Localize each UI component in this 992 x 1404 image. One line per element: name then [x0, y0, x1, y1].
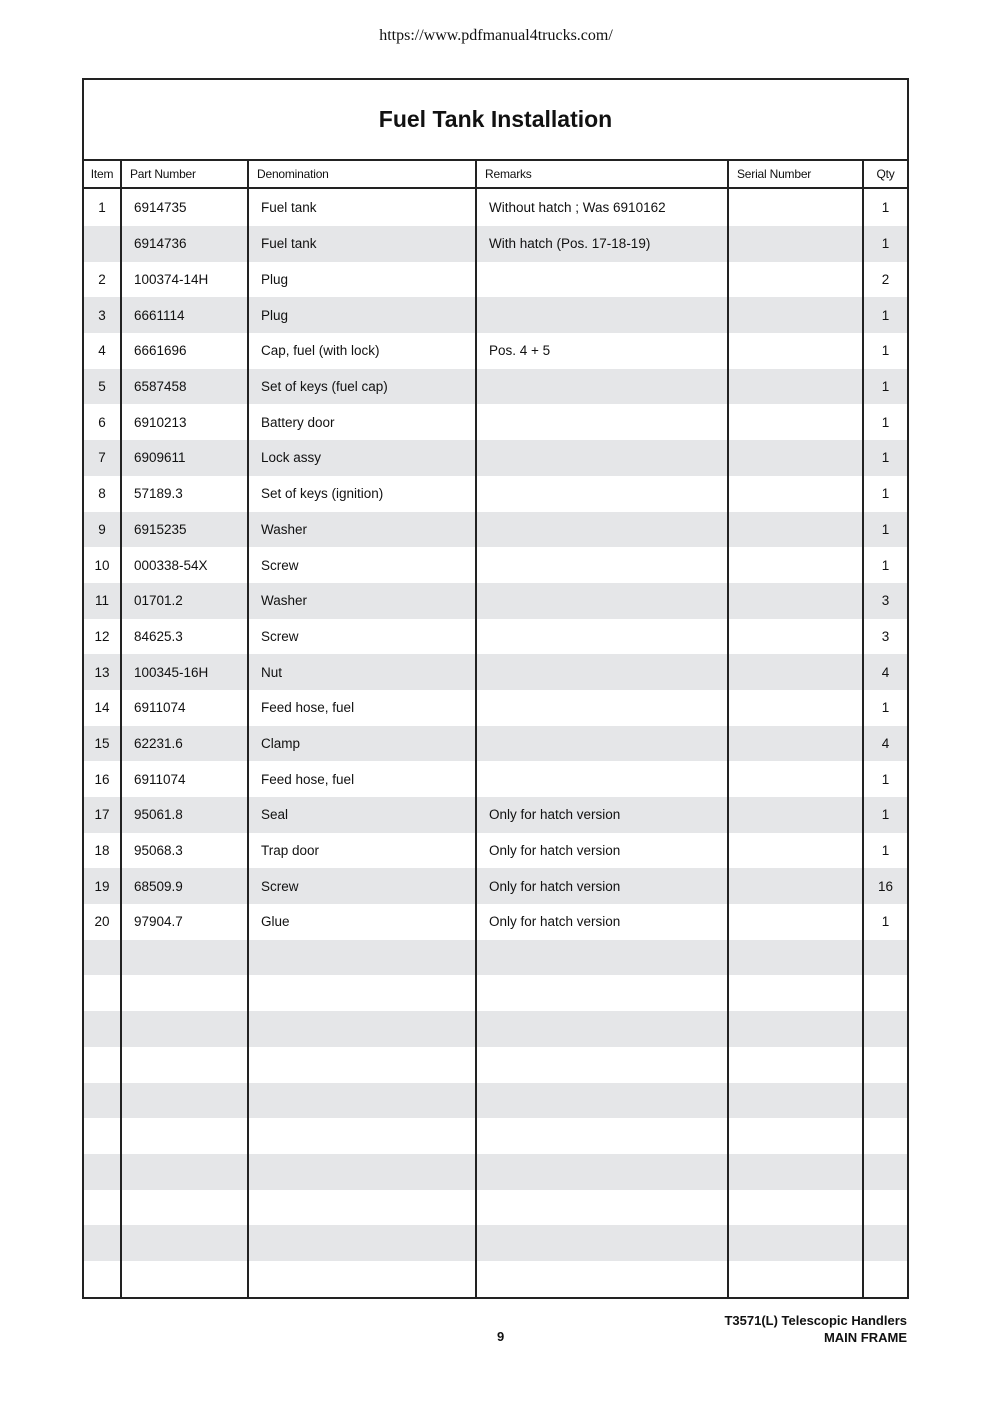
cell-remarks — [476, 440, 728, 476]
cell-item: 4 — [98, 343, 106, 359]
cell-part-number: 100345-16H — [121, 654, 248, 690]
cell-denomination: Nut — [248, 654, 476, 690]
cell-qty: 4 — [863, 726, 907, 762]
cell-denomination — [248, 1225, 476, 1261]
cell-denomination: Lock assy — [248, 440, 476, 476]
cell-remarks: Only for hatch version — [476, 797, 728, 833]
cell-part-number: 01701.2 — [121, 583, 248, 619]
cell-serial-number — [728, 440, 863, 476]
table-row — [84, 690, 907, 726]
cell-part-number — [121, 1225, 248, 1261]
cell-item — [84, 1225, 121, 1261]
cell-denomination: Set of keys (ignition) — [248, 476, 476, 512]
cell-item: 20 — [94, 914, 110, 930]
cell-denomination: Set of keys (fuel cap) — [248, 369, 476, 405]
table-row — [84, 797, 907, 833]
cell-part-number: 6911074 — [121, 761, 248, 797]
cell-serial-number — [728, 833, 863, 869]
cell-serial-number — [728, 690, 863, 726]
cell-remarks: Only for hatch version — [476, 833, 728, 869]
cell-denomination — [248, 1261, 476, 1297]
cell-denomination — [248, 1190, 476, 1226]
cell-part-number: 6910213 — [121, 404, 248, 440]
table-row — [84, 226, 907, 262]
cell-qty — [863, 1118, 907, 1154]
cell-part-number — [121, 940, 248, 976]
cell-qty: 1 — [863, 476, 907, 512]
table-row — [84, 1047, 907, 1083]
cell-part-number: 6914735 — [121, 188, 248, 226]
cell-item: 16 — [94, 771, 110, 787]
column-header-remarks: Remarks — [476, 161, 728, 188]
table-row — [84, 512, 907, 548]
cell-denomination — [248, 975, 476, 1011]
cell-part-number: 6911074 — [121, 690, 248, 726]
cell-qty — [863, 1047, 907, 1083]
table-row — [84, 476, 907, 512]
cell-denomination: Washer — [248, 512, 476, 548]
footer-model: T3571(L) Telescopic Handlers — [724, 1313, 907, 1328]
title-box — [84, 80, 907, 161]
table-row — [84, 833, 907, 869]
cell-qty: 2 — [863, 262, 907, 298]
cell-part-number — [121, 975, 248, 1011]
cell-item — [84, 1011, 121, 1047]
cell-denomination: Plug — [248, 262, 476, 298]
cell-serial-number — [728, 583, 863, 619]
cell-item — [84, 1047, 121, 1083]
cell-denomination: Glue — [248, 904, 476, 940]
cell-item: 3 — [84, 297, 121, 333]
table-row — [84, 1261, 907, 1297]
cell-item: 13 — [84, 654, 121, 690]
cell-serial-number — [728, 547, 863, 583]
parts-table — [84, 161, 907, 1297]
cell-item: 8 — [98, 486, 106, 502]
cell-qty: 4 — [863, 654, 907, 690]
cell-denomination: Battery door — [248, 404, 476, 440]
cell-part-number — [121, 1083, 248, 1119]
cell-remarks — [476, 1225, 728, 1261]
cell-denomination: Seal — [248, 797, 476, 833]
cell-remarks: With hatch (Pos. 17-18-19) — [476, 226, 728, 262]
cell-qty: 1 — [863, 690, 907, 726]
cell-part-number: 84625.3 — [121, 619, 248, 655]
cell-qty: 1 — [863, 297, 907, 333]
cell-item: 14 — [94, 700, 110, 716]
cell-serial-number — [728, 512, 863, 548]
cell-denomination: Clamp — [248, 726, 476, 762]
cell-serial-number — [728, 1047, 863, 1083]
cell-part-number — [121, 1047, 248, 1083]
cell-part-number: 57189.3 — [121, 476, 248, 512]
cell-qty: 3 — [863, 583, 907, 619]
cell-denomination — [248, 1011, 476, 1047]
cell-qty: 1 — [863, 333, 907, 369]
cell-qty — [863, 1225, 907, 1261]
cell-item — [84, 1154, 121, 1190]
cell-part-number: 6587458 — [121, 369, 248, 405]
cell-part-number: 100374-14H — [121, 262, 248, 298]
cell-denomination — [248, 1083, 476, 1119]
cell-item: 7 — [84, 440, 121, 476]
cell-denomination: Screw — [248, 619, 476, 655]
cell-part-number: 6909611 — [121, 440, 248, 476]
cell-part-number — [121, 1118, 248, 1154]
cell-part-number: 95068.3 — [121, 833, 248, 869]
cell-remarks — [476, 1154, 728, 1190]
cell-qty: 1 — [863, 369, 907, 405]
parts-list-frame — [82, 78, 909, 1299]
cell-serial-number — [728, 188, 863, 226]
cell-remarks — [476, 1190, 728, 1226]
cell-part-number — [121, 1190, 248, 1226]
cell-serial-number — [728, 761, 863, 797]
cell-item: 5 — [84, 369, 121, 405]
cell-item — [84, 226, 121, 262]
cell-serial-number — [728, 1154, 863, 1190]
column-header-denomination: Denomination — [248, 161, 476, 188]
page-title: Fuel Tank Installation — [378, 106, 613, 132]
cell-remarks — [476, 404, 728, 440]
cell-part-number: 62231.6 — [121, 726, 248, 762]
cell-item: 12 — [94, 628, 110, 644]
cell-item: 2 — [98, 272, 106, 288]
cell-remarks — [476, 1261, 728, 1297]
cell-remarks: Only for hatch version — [476, 904, 728, 940]
cell-qty: 1 — [863, 904, 907, 940]
cell-remarks — [476, 1047, 728, 1083]
cell-remarks — [476, 583, 728, 619]
table-row — [84, 1083, 907, 1119]
cell-item: 15 — [84, 726, 121, 762]
cell-part-number: 6661114 — [121, 297, 248, 333]
cell-qty: 1 — [863, 797, 907, 833]
cell-part-number: 000338-54X — [121, 547, 248, 583]
cell-serial-number — [728, 975, 863, 1011]
cell-part-number: 6914736 — [121, 226, 248, 262]
cell-qty: 1 — [863, 761, 907, 797]
cell-serial-number — [728, 1083, 863, 1119]
cell-part-number — [121, 1154, 248, 1190]
cell-remarks — [476, 690, 728, 726]
page-number: 9 — [497, 1329, 505, 1344]
cell-remarks — [476, 297, 728, 333]
cell-remarks — [476, 619, 728, 655]
cell-qty — [863, 1011, 907, 1047]
cell-part-number — [121, 1261, 248, 1297]
cell-item: 17 — [84, 797, 121, 833]
cell-item: 19 — [84, 868, 121, 904]
cell-denomination — [248, 1047, 476, 1083]
cell-serial-number — [728, 476, 863, 512]
cell-qty: 1 — [863, 833, 907, 869]
cell-qty: 1 — [863, 188, 907, 226]
cell-remarks — [476, 512, 728, 548]
cell-remarks — [476, 940, 728, 976]
cell-remarks — [476, 975, 728, 1011]
cell-item: 11 — [84, 583, 121, 619]
cell-serial-number — [728, 726, 863, 762]
table-row — [84, 547, 907, 583]
cell-denomination: Feed hose, fuel — [248, 761, 476, 797]
cell-remarks — [476, 1083, 728, 1119]
table-row — [84, 904, 907, 940]
cell-denomination: Washer — [248, 583, 476, 619]
cell-serial-number — [728, 226, 863, 262]
column-header-qty: Qty — [863, 161, 907, 188]
cell-denomination: Plug — [248, 297, 476, 333]
table-row — [84, 404, 907, 440]
table-row — [84, 619, 907, 655]
cell-item — [84, 940, 121, 976]
cell-remarks — [476, 726, 728, 762]
cell-remarks: Pos. 4 + 5 — [476, 333, 728, 369]
cell-item: 18 — [94, 843, 110, 859]
footer-info — [724, 1312, 907, 1346]
cell-item — [84, 1083, 121, 1119]
cell-qty — [863, 1190, 907, 1226]
cell-denomination: Screw — [248, 547, 476, 583]
cell-qty — [863, 940, 907, 976]
cell-serial-number — [728, 654, 863, 690]
table-row — [84, 1154, 907, 1190]
table-row — [84, 262, 907, 298]
cell-part-number: 6661696 — [121, 333, 248, 369]
cell-serial-number — [728, 297, 863, 333]
cell-part-number — [121, 1011, 248, 1047]
cell-qty: 1 — [863, 547, 907, 583]
cell-remarks — [476, 1118, 728, 1154]
cell-item — [84, 1118, 121, 1154]
table-row — [84, 868, 907, 904]
cell-serial-number — [728, 1118, 863, 1154]
cell-serial-number — [728, 404, 863, 440]
cell-qty — [863, 1154, 907, 1190]
cell-remarks: Only for hatch version — [476, 868, 728, 904]
cell-denomination — [248, 1118, 476, 1154]
cell-qty — [863, 1083, 907, 1119]
cell-remarks — [476, 262, 728, 298]
cell-denomination: Fuel tank — [248, 188, 476, 226]
table-row — [84, 333, 907, 369]
cell-item — [84, 1190, 121, 1226]
table-body — [84, 188, 907, 1297]
cell-remarks — [476, 547, 728, 583]
cell-qty: 3 — [863, 619, 907, 655]
cell-serial-number — [728, 904, 863, 940]
cell-remarks — [476, 761, 728, 797]
cell-denomination: Cap, fuel (with lock) — [248, 333, 476, 369]
cell-remarks — [476, 476, 728, 512]
cell-item — [84, 975, 121, 1011]
cell-serial-number — [728, 868, 863, 904]
table-row — [84, 1011, 907, 1047]
cell-serial-number — [728, 1261, 863, 1297]
table-row — [84, 654, 907, 690]
cell-serial-number — [728, 333, 863, 369]
source-url[interactable]: https://www.pdfmanual4trucks.com/ — [379, 27, 613, 44]
cell-remarks — [476, 1011, 728, 1047]
cell-qty: 16 — [863, 868, 907, 904]
cell-qty: 1 — [863, 226, 907, 262]
cell-qty: 1 — [863, 512, 907, 548]
cell-part-number: 97904.7 — [121, 904, 248, 940]
column-header-part-number: Part Number — [121, 161, 248, 188]
table-row — [84, 1118, 907, 1154]
cell-qty — [863, 975, 907, 1011]
cell-serial-number — [728, 619, 863, 655]
cell-denomination: Trap door — [248, 833, 476, 869]
cell-item: 6 — [98, 414, 106, 430]
table-row — [84, 188, 907, 226]
cell-part-number: 95061.8 — [121, 797, 248, 833]
cell-serial-number — [728, 797, 863, 833]
cell-qty — [863, 1261, 907, 1297]
cell-remarks — [476, 654, 728, 690]
cell-part-number: 68509.9 — [121, 868, 248, 904]
cell-denomination: Fuel tank — [248, 226, 476, 262]
cell-serial-number — [728, 1225, 863, 1261]
cell-denomination — [248, 940, 476, 976]
table-header-row — [84, 161, 907, 188]
table-row — [84, 975, 907, 1011]
cell-item — [84, 1261, 121, 1297]
table-row — [84, 1190, 907, 1226]
cell-serial-number — [728, 369, 863, 405]
cell-item: 10 — [94, 557, 110, 573]
table-row — [84, 726, 907, 762]
column-header-serial-number: Serial Number — [728, 161, 863, 188]
cell-remarks: Without hatch ; Was 6910162 — [476, 188, 728, 226]
column-header-item: Item — [84, 161, 121, 188]
table-row — [84, 369, 907, 405]
cell-qty: 1 — [863, 440, 907, 476]
footer-section: MAIN FRAME — [823, 1330, 907, 1345]
table-row — [84, 1225, 907, 1261]
cell-denomination: Screw — [248, 868, 476, 904]
cell-denomination: Feed hose, fuel — [248, 690, 476, 726]
cell-serial-number — [728, 262, 863, 298]
cell-item: 1 — [98, 200, 106, 215]
table-row — [84, 940, 907, 976]
cell-part-number: 6915235 — [121, 512, 248, 548]
cell-serial-number — [728, 940, 863, 976]
cell-item: 9 — [84, 512, 121, 548]
cell-remarks — [476, 369, 728, 405]
table-row — [84, 297, 907, 333]
table-row — [84, 761, 907, 797]
cell-serial-number — [728, 1011, 863, 1047]
cell-serial-number — [728, 1190, 863, 1226]
table-row — [84, 583, 907, 619]
cell-denomination — [248, 1154, 476, 1190]
cell-qty: 1 — [863, 404, 907, 440]
table-row — [84, 440, 907, 476]
